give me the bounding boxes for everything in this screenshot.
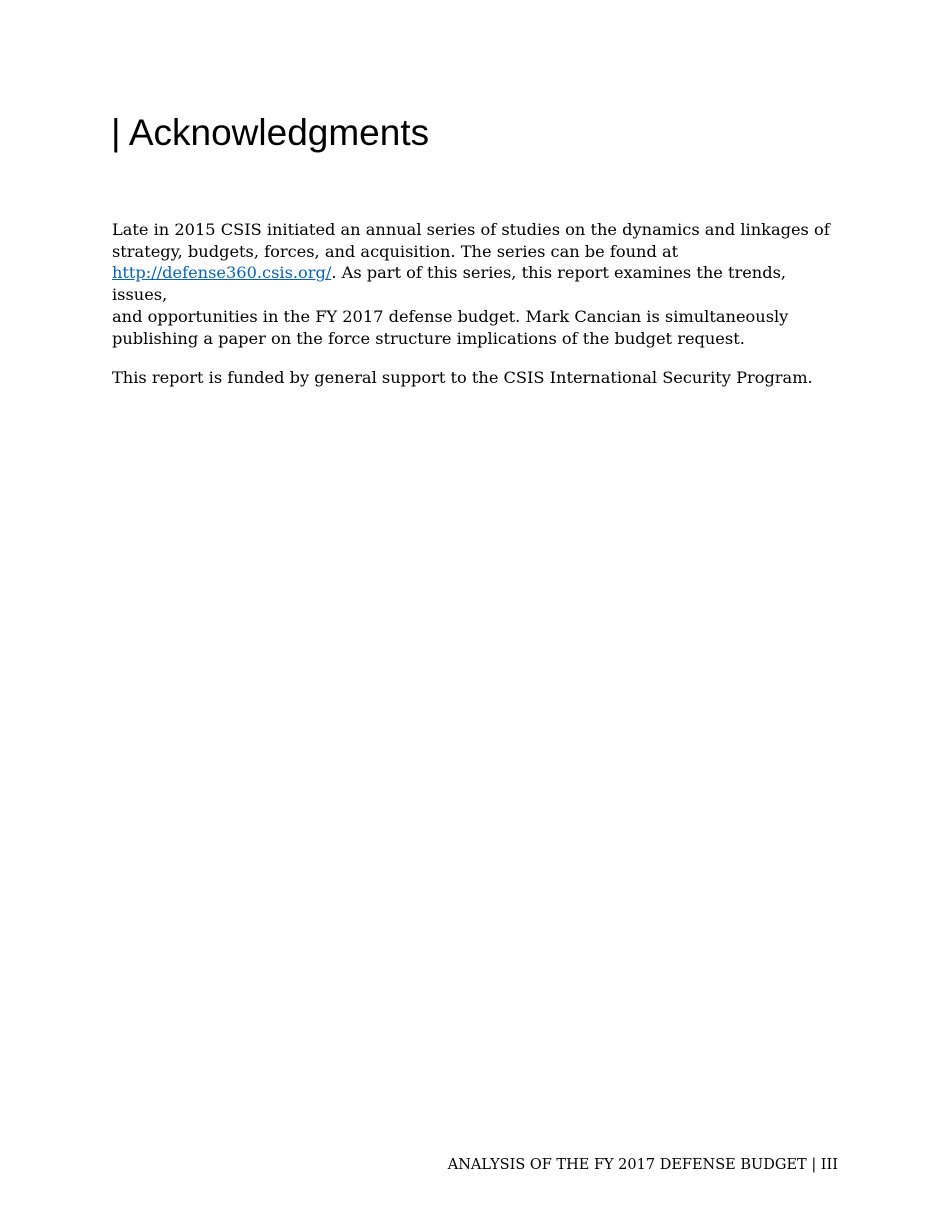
- paragraph-line: strategy, budgets, forces, and acquisition. The series can be found at: [112, 241, 679, 261]
- paragraph-line: Late in 2015 CSIS initiated an annual series of studies on the dynamics and linkages of: [112, 220, 830, 239]
- paragraph-line: and opportunities in the FY 2017 defense budget. Mark Cancian is simultaneously: [112, 306, 789, 326]
- defense360-link[interactable]: http://defense360.csis.org/: [112, 263, 332, 283]
- paragraph-line: . As part of this series, this report examines the trends, issues,: [112, 263, 787, 305]
- page-title: | Acknowledgments: [111, 112, 430, 153]
- paragraph-intro: [112, 219, 842, 349]
- paragraph-funding: [112, 367, 842, 389]
- paragraph-line: publishing a paper on the force structure implications of the budget request.: [112, 328, 745, 348]
- body-content: [112, 219, 842, 407]
- page-footer: ANALYSIS OF THE FY 2017 DEFENSE BUDGET | III: [447, 1157, 838, 1173]
- paragraph-line: This report is funded by general support to the CSIS International Security Program.: [112, 368, 813, 388]
